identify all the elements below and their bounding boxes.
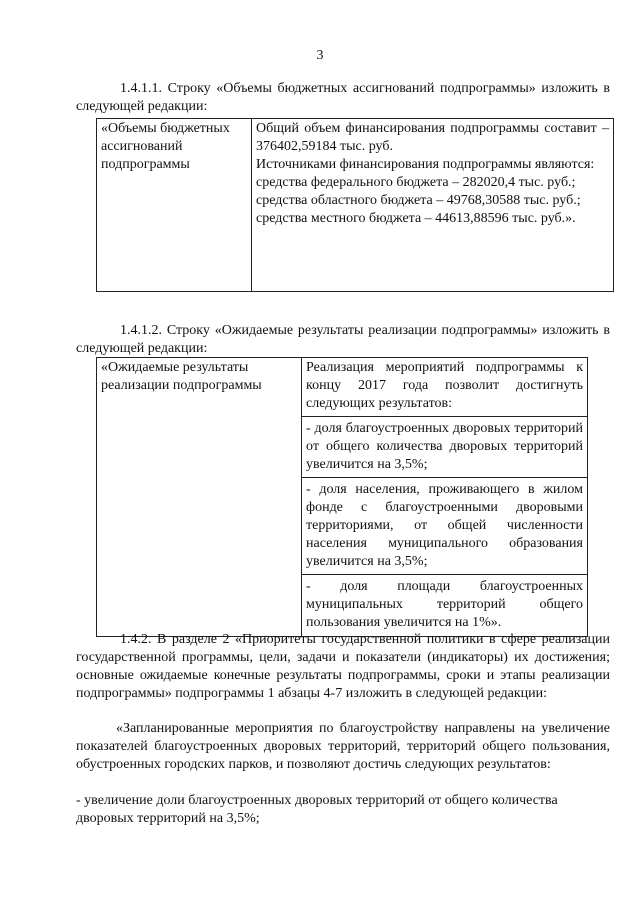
budget-federal: средства федерального бюджета – 282020,4 тыс. руб.; — [256, 175, 576, 190]
section-2-heading: 1.4.1.2. Строку «Ожидаемые результаты реализации подпрограммы» изложить в следующей редакции: — [76, 323, 610, 356]
page-number: 3 — [316, 48, 324, 63]
results-intro: Реализация мероприятий подпрограммы к концу 2017 года позволит достигнуть следующих результатов: — [306, 360, 583, 411]
section-3-paragraph: 1.4.2. В разделе 2 «Приоритеты государственной политики в сфере реализации государственной программы, цели, задачи и показатели (индикаторы) их достижения; основные ожидаемые конечные результаты подпрограммы, сроки и этапы реализации подпрограммы» подпрограммы 1 абзацы 4-7 изложить в следующей редакции: — [76, 632, 610, 701]
budget-sources-heading: Источниками финансирования подпрограммы являются: — [256, 157, 595, 172]
budget-total: Общий объем финансирования подпрограммы составит – 376402,59184 тыс. руб. — [256, 121, 609, 154]
budget-local: средства местного бюджета – 44613,88596 тыс. руб.». — [256, 211, 576, 226]
results-table-value — [302, 358, 588, 637]
results-item-population: - доля населения, проживающего в жилом фонде с благоустроенными дворовыми территориями, от общей численности населения муниципального образования увеличится на 3,5%; — [302, 477, 587, 574]
budget-table-value — [252, 119, 614, 292]
results-table-label: «Ожидаемые результаты реализации подпрограммы — [97, 358, 302, 637]
budget-table-label: «Объемы бюджетных ассигнований подпрограммы — [97, 119, 252, 292]
results-item-public-areas: - доля площади благоустроенных муниципальных территорий общего пользования увеличится на 1%». — [302, 574, 587, 635]
results-item-yards: - доля благоустроенных дворовых территорий от общего количества дворовых территорий увеличится на 3,5%; — [302, 416, 587, 477]
section-1-heading: 1.4.1.1. Строку «Объемы бюджетных ассигнований подпрограммы» изложить в следующей редакции: — [76, 81, 610, 114]
results-table — [96, 357, 588, 637]
section-3-quote: «Запланированные мероприятия по благоустройству направлены на увеличение показателей благоустроенных дворовых территорий, территорий общего пользования, обустроенных городских парков, и позволяют достичь следующих результатов: — [76, 721, 610, 772]
budget-table — [96, 118, 614, 292]
section-3-list-item: - увеличение доли благоустроенных дворовых территорий от общего количества дворовых территорий на 3,5%; — [76, 793, 558, 826]
budget-regional: средства областного бюджета – 49768,30588 тыс. руб.; — [256, 193, 581, 208]
